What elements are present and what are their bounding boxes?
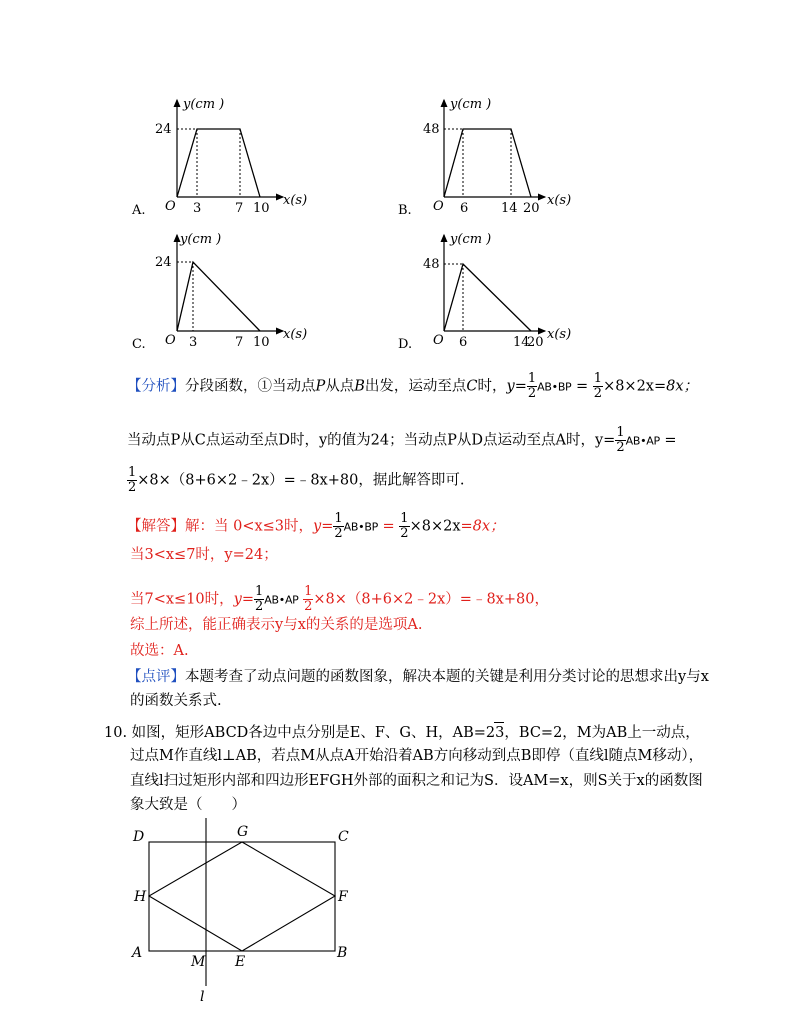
tick-label: 7: [235, 335, 244, 350]
graph-a-svg: [125, 90, 345, 220]
graph-line: [177, 129, 260, 197]
x-axis-label: x(s): [283, 193, 308, 208]
analysis-line-2: 当动点P从C点运动至点D时，y的值为24；当动点P从D点运动至点A时，y= $\frac{1}{2}$ AB•AP =: [127, 425, 677, 455]
rectangle-abcd: [149, 842, 335, 951]
tick-label: 14: [513, 335, 530, 350]
solution-tag: 【解答】: [127, 518, 185, 535]
solution-line-3: 当7<x≤10时，y= $\frac{1}{2}$ AB•AP $\frac{1}{2}$ ×8×（8+6×2﹣2x）=﹣8x+80，: [130, 584, 549, 614]
question-10-line-3: 直线l扫过矩形内部和四边形EFGH外部的面积之和记为S．设AM=x，则S关于x的函数图: [130, 773, 703, 789]
y-axis-label: y(cm ): [180, 232, 222, 247]
y-axis-label: y(cm ): [450, 232, 492, 247]
label-f: F: [338, 889, 348, 905]
graph-d-svg: [395, 227, 615, 357]
question-10-line-4: 象大致是（ ）: [130, 797, 246, 813]
tick-label: 3: [189, 335, 198, 350]
solution-line-5: 故选：A.: [130, 643, 189, 659]
rectangle-figure: [125, 818, 365, 1008]
tick-label: 6: [460, 201, 469, 216]
option-letter: A.: [132, 203, 146, 218]
label-c: C: [338, 829, 349, 845]
origin-label: O: [165, 333, 176, 348]
graph-option-a: [125, 90, 345, 220]
option-letter: C.: [132, 337, 146, 352]
fraction-half: $\frac{1}{2}$: [128, 465, 137, 495]
peak-label: 48: [423, 122, 440, 137]
tick-label: 3: [193, 201, 202, 216]
label-g: G: [237, 824, 249, 840]
origin-label: O: [433, 333, 444, 348]
tick-label: 6: [459, 335, 468, 350]
fraction-half: $\frac{1}{2}$: [593, 371, 603, 401]
fraction-half: $\frac{1}{2}$: [304, 584, 313, 614]
tick-label: 20: [527, 335, 544, 350]
y-axis-label: y(cm ): [450, 97, 492, 112]
label-a: A: [132, 945, 143, 961]
solution-line-4: 综上所述，能正确表示y与x的关系的是选项A.: [130, 617, 423, 633]
peak-label: 24: [155, 122, 172, 137]
label-b: B: [337, 945, 348, 961]
option-letter: D.: [398, 337, 413, 352]
option-letter: B.: [398, 203, 412, 218]
question-10-line-1: 10. 如图，矩形ABCD各边中点分别是E、F、G、H，AB=23，BC=2，M为AB上一动点，: [104, 722, 700, 743]
tick-label: 14: [501, 201, 518, 216]
graph-line: [444, 129, 531, 197]
graph-option-d: [395, 227, 615, 357]
tick-label: 20: [523, 201, 540, 216]
label-m: M: [191, 954, 206, 970]
tick-label: 7: [235, 201, 244, 216]
analysis-tag: 【分析】: [127, 378, 185, 395]
tick-label: 10: [253, 201, 270, 216]
analysis-line-3: $\frac{1}{2}$ ×8×（8+6×2﹣2x）=﹣8x+80，据此解答即可.: [128, 465, 465, 495]
label-d: D: [133, 829, 145, 845]
tick-label: 10: [253, 335, 270, 350]
fraction-half: $\frac{1}{2}$: [527, 371, 537, 401]
solution-line-2: 当3<x≤7时，y=24；: [130, 547, 278, 563]
solution-line-1: 【解答】解：当 0<x≤3时，y= $\frac{1}{2}$ AB•BP = $\frac{1}{2}$ ×8×2x=8x；: [127, 511, 505, 541]
graph-line: [177, 262, 260, 331]
origin-label: O: [165, 199, 176, 214]
graph-line: [444, 264, 531, 331]
origin-label: O: [433, 199, 444, 214]
comment-tag: 【点评】: [127, 669, 185, 685]
peak-label: 48: [423, 257, 440, 272]
graph-c-svg: [125, 227, 345, 357]
x-axis-label: x(s): [547, 327, 572, 342]
analysis-line-1: 【分析】分段函数，①当动点P从点B出发，运动至点C时，y= $\frac{1}{2}$ AB•BP = $\frac{1}{2}$ ×8×2x=8x；: [127, 371, 699, 401]
x-axis-label: x(s): [283, 327, 308, 342]
question-10-line-2: 过点M作直线l⊥AB，若点M从点A开始沿着AB方向移动到点B即停（直线l随点M移动），: [130, 748, 704, 764]
comment-line-2: 的函数关系式.: [130, 693, 222, 709]
x-axis-label: x(s): [547, 193, 572, 208]
fraction-half: $\frac{1}{2}$: [616, 425, 625, 455]
label-e: E: [235, 954, 246, 970]
rectangle-figure-svg: [125, 818, 365, 1008]
question-number: 10.: [104, 725, 128, 741]
fraction-half: $\frac{1}{2}$: [255, 584, 264, 614]
graph-b-svg: [395, 90, 615, 220]
y-axis-label: y(cm ): [183, 97, 225, 112]
graph-option-c: [125, 227, 345, 357]
peak-label: 24: [155, 255, 172, 270]
fraction-half: $\frac{1}{2}$: [400, 511, 409, 541]
label-l: l: [200, 989, 205, 1005]
label-h: H: [134, 889, 147, 905]
quadrilateral-efgh: [149, 842, 335, 951]
comment-line-1: 【点评】本题考查了动点问题的函数图象，解决本题的关键是利用分类讨论的思想求出y与x: [127, 669, 709, 685]
graph-option-b: [395, 90, 615, 220]
fraction-half: $\frac{1}{2}$: [334, 511, 343, 541]
